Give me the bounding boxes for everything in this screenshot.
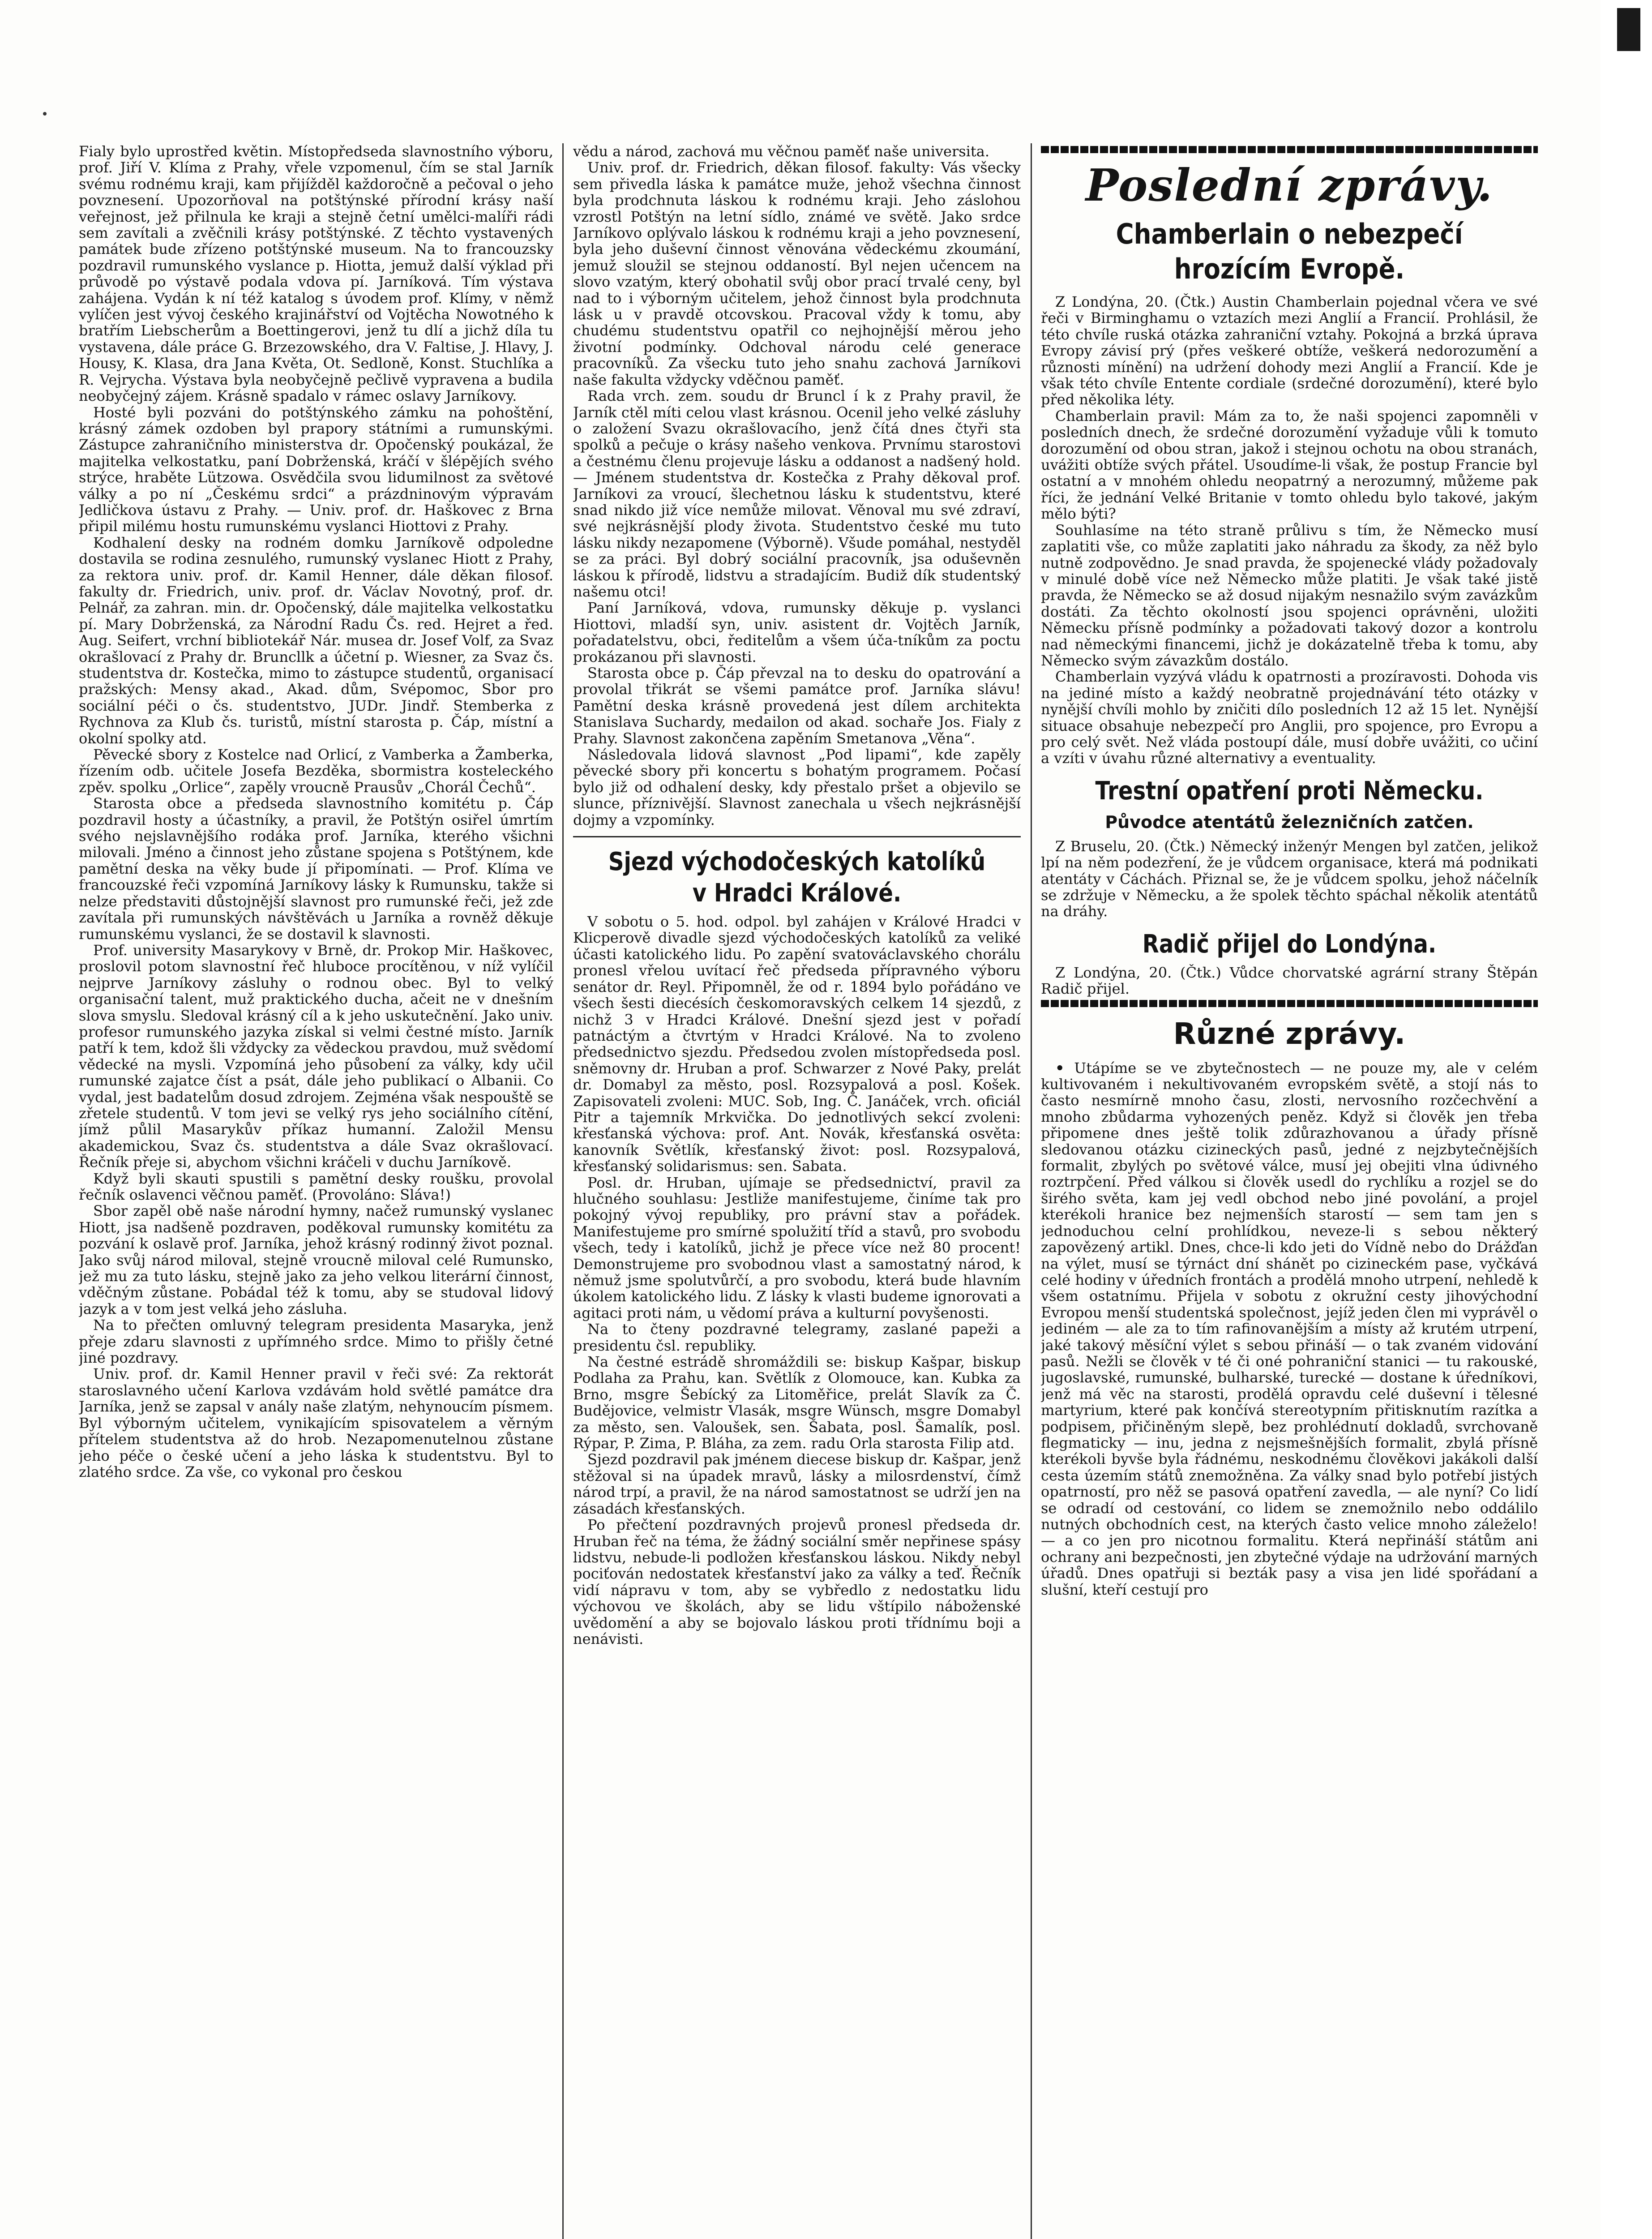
paragraph: Na čestné estrádě shromáždili se: biskup Kašpar, biskup Podlaha za Prahu, kan. Světlík z Olomouce, kan. Kubka za Brno, msgre Šebícký za Litoměřice, prelát Slavík za Č. Budějovice, velmistr Vlasák, msgre Wünsch, msgre Domabyl za město, sen. Valoušek, sen. Šabata, posl. Šamalík, posl. Rýpar, P. Zima, P. Bláha, za zem. radu Orla starosta Filip atd.	[573, 1353, 1021, 1452]
paragraph: Univ. prof. dr. Friedrich, děkan filosof. fakulty: Vás všecky sem přivedla láska k památce muže, jehož všechna činnost byla prodchnuta láskou k rodnému kraji. Jeho záslohou vzrostl Potštýn na letní sídlo, známé ve světě. Jako srdce Jarníkovo oplývalo láskou k rodnému kraji a jeho povznesení, byla jeho duševní činnost věnována vědeckému zkoumání, jemuž sloužil se stejnou oddaností. Byl nejen učencem na slovo vzatým, který obohatil svůj obor prací trvalé ceny, byl nad to i výborným učitelem, jehož činnost byla prodchnuta lásk u v pravdě otcovskou. Pracoval vždy k tomu, aby chudému studentstvu opatřil co nejhojnější měrou jeho životní podmínky. Odchoval národu celé generace pracovníků. Za všecku tuto jeho snahu zachová Jarníkovi naše fakulta vždycky vděčnou paměť.	[573, 159, 1021, 388]
paragraph: Sbor zapěl obě naše národní hymny, načež rumunský vyslanec Hiott, jsa nadšeně pozdraven, poděkoval rumunsky komitétu za pozvání k oslavě prof. Jarníka, jehož krásný rodinný život poznal. Jako svůj národ miloval, stejně vroucně miloval celé Rumunsko, jež mu za tuto lásku, stejně jako za jeho velkou literární činnost, vděčným zůstane. Pobádal též k tomu, aby se studoval lidový jazyk a v tom jest velká jeho zásluha.	[79, 1202, 553, 1317]
headline-radic: Radič přijel do Londýna.	[1142, 929, 1437, 959]
page-margin	[1601, 0, 1652, 2239]
paragraph: Hosté byli pozváni do potštýnského zámku na pohoštění, krásný zámek ozdoben byl prapory státními a rumunskými. Zástupce zahraničního ministerstva dr. Opočenský poukázal, že majitelka velkostatku, paní Dobrženská, kráčí v šlépějích svého strýce, hraběte Lützowa. Osvědčila svou lidumilnost za světové války a po ní „Českému srdci“ a prázdninovým výpravám Jedličkova ústavu z Prahy. — Univ. prof. dr. Haškovec z Brna připil milému hostu rumunskému vyslanci Hiottovi z Prahy.	[79, 403, 553, 535]
paragraph: Po přečtení pozdravných projevů pronesl předseda dr. Hruban řeč na téma, že žádný sociální směr nepřinese spásy lidstvu, nebude-li podložen křesťanskou láskou. Nikdy nebyl pociťován nedostatek křesťanství jako za války a teď. Řečník vidí nápravu v tom, aby se vybředlo z nedostatku lidu výchovou ve školách, aby se lidu vštípilo náboženské uvědomění a aby se bojovalo láskou proti třídnímu boji a nenávisti.	[573, 1516, 1021, 1647]
paragraph: V sobotu o 5. hod. odpol. byl zahájen v Králové Hradci v Klicperově divadle sjezd východočeských katolíků za veliké účasti katolického lidu. Po zapění svatováclavského chorálu pronesl vřelou uvítací řeč předseda přípravného výboru senátor dr. Reyl. Připomněl, že od r. 1894 bylo pořádáno ve všech šesti diecésích českomoravských celkem 14 sjezdů, z nichž 3 v Hradci Králové. Dnešní sjezd jest v pořadí patnáctým a čtvrtým v Hradci Králové. Na to zvoleno předsednictvo sjezdu. Předsedou zvolen místopředseda posl. sněmovny dr. Hruban a prof. Schwarzer z Nové Paky, prelát dr. Domabyl za město, posl. Rozsypalová a posl. Košek. Zapisovateli zvoleni: MUC. Sob, Ing. Č. Janáček, vrch. oficiál Pitr a tajemník Mrkvička. Do jednotlivých sekcí zvoleni: křesťanská výchova: prof. Ant. Novák, křesťanská osvěta: kanovník Světlík, křesťanský život: posl. Rozsypalová, křesťanský solidarismus: sen. Sabata.	[573, 913, 1021, 1175]
paragraph: Starosta obce a předseda slavnostního komitétu p. Čáp pozdravil hosty a účastníky, a pravil, že Potštýn osiřel úmrtím svého nejslavnějšího rodáka prof. Jarníka, kterého všichni milovali. Jméno a činnost jeho zůstane spojena s Potštýnem, kde pamětní deska na věky bude jí připomínati. — Prof. Klíma ve francouzské řeči vzpomíná Jarníkovy lásky k Rumunsku, takže si nelze představiti důstojnější slavnost pro rumunské řeči, jež zde zavítala při rumunských návštěvách u Jarníka a rovněž děkuje rumunskému vyslanci, že se dostavil k slavnosti.	[79, 795, 553, 943]
paragraph: Pěvecké sbory z Kostelce nad Orlicí, z Vamberka a Žamberka, řízením odb. učitele Josefa Bezděka, sbormistra kosteleckého zpěv. spolku „Orlice“, zapěly vroucně Prausův „Chorál Čechů“.	[79, 746, 553, 796]
scan-corner-mark	[1617, 8, 1640, 51]
column-rule-2	[1031, 143, 1032, 2239]
section-rule	[1041, 1000, 1538, 1007]
paragraph: Chamberlain vyzývá vládu k opatrnosti a prozíravosti. Dohoda vis na jediné místo a každý neobratně projednávání této otázky v nynější chvíli mohlo by zničiti dílo posledních 12 až 15 let. Nynější situace obsahuje nebezpečí pro Anglii, pro spojence, pro Evropu a pro celý svět. Než vláda postoupí dále, musí dobře uvážiti, co učiní a vzíti v úvahu různé alternativy a eventuality.	[1041, 668, 1538, 767]
paragraph: Univ. prof. dr. Kamil Henner pravil v řeči své: Za rektorát staroslavného učení Karlova vzdávám hold světlé památce dra Jarníka, jenž se zapsal v anály naše zlatým, nehynoucím písmem. Byl výborným učitelem, vynikajícím spisovatelem a věrným přítelem studentstva až do hrob. Nezapomenutelnou zůstane jeho péče o české učení a jeho láska k studentstvu. Byl to zlatého srdce. Za vše, co vykonal pro českou	[79, 1365, 553, 1480]
paragraph: Starosta obce p. Čáp převzal na to desku do opatrování a provolal třikrát se všemi památce prof. Jarníka slávu! Pamětní deska krásně provedená jest dílem architekta Stanislava Suchardy, medailon od akad. sochaře Jos. Fialy z Prahy. Slavnost zakončena zapěním Smetanova „Věna“.	[573, 665, 1021, 747]
headline-trestni: Trestní opatření proti Německu.	[1095, 776, 1484, 806]
paragraph: • Utápíme se ve zbytečnostech — ne pouze my, ale v celém kultivovaném i nekultivovaném evropském světě, a stojí nás to často nesmírně mnoho času, zlosti, nervosního rozčechvění a mnoho zbůdarma vyhozených peněz. Když si člověk jen třeba připomene dnes ještě tolik zdůrazhovanou a úřady přísně sledovanou otázku cizineckých pasů, jedné z nejzbytečnějších formalit, zbylých po světové válce, musí jej obejiti vlna údivného roztrpčení. Před válkou si člověk usedl do rychlíku a rozjel se do širého světa, kam jej vedl obchod nebo jiné povolání, a projel kterékoli hranice bez nejmenších starostí — sem tam jen s jednoduchou celní prohlídkou, neveze-li s sebou některý zapovězený artikl. Dnes, chce-li kdo jeti do Vídně nebo do Drážďan na výlet, musí se týrnáct dní shánět po cizineckém pase, vyčkává celé hodiny v úředních frontách a prodělá mnoho utrpení, nehledě k všem ostatnímu. Přijela v sobotu z okružní cesty jihovýchodní Evropou menší studentská společnost, jejíž jeden člen mi vyprávěl o jediném — ale za to tím rafinovanějším a místy až krutém utrpení, jaké takový měsíční výlet s sebou přináší — o tak zvaném vidování pasů. Nežli se člověk v té či oné pohraniční stanici — tu rakouské, jugoslavské, rumunské, bulharské, turecké — dostane k úředníkovi, jenž má věc na starosti, prodělá opravdu celé duševní i tělesné martyrium, které pak končívá stereotypním přitisknutím razítka a podpisem, přičiněným slepě, bez prohlédnutí dokladů, svrchovaně flegmaticky — inu, jedna z nejsmešnějších formalit, zbylá přísně kterékoli byvše byla řádnému, neskodnému člověkovi jakákoli další cesta územím států znemožněna. Za války snad bylo potřebí jistých opatrností, pro něž se pasová opatření zavedla, — ale nyní? Co lidí se odradí od cestování, co lidem se znemožnilo nebo oddálilo nutných obchodních cest, na kterých často velice mnoho záleželo! — a co jen pro nicotnou formalitu. Která nepřináší státům ani ochrany ani bezpečnosti, jen zbytečné výdaje na udržování marných úřadů. Dnes opatřuji si bezták pasy a visa jen lidé spořádaní a slušní, kteří cestují pro	[1041, 1060, 1538, 1598]
paragraph: Chamberlain pravil: Mám za to, že naši spojenci zapomněli v posledních dnech, že srdečné dorozumění vyžaduje vůli k tomuto dorozumění od obou stran, jakož i stejnou ochotu na obou stranách, uvážiti obtíže svých přátel. Usoudíme-li však, že postup Francie byl ostatní a v mnohém ohledu neopatrný a nerozumný, můžeme pak říci, že jednání Velké Britanie v tomto ohledu bylo takové, jakým mělo býti?	[1041, 407, 1538, 523]
paragraph: Rada vrch. zem. soudu dr Bruncl í k z Prahy pravil, že Jarník ctěl míti celou vlast krásnou. Ocenil jeho velké zásluhy o založení Svazu okrašlovacího, jenž čítá dnes čtyři sta spolků a pečuje o krásy našeho venkova. Prvnímu starostovi a čestnému členu projevuje lásku a oddanost a nadšený hold. — Jménem studentstva dr. Kostečka z Prahy děkoval prof. Jarníkovi za vroucí, šlechetnou lásku k studentstvu, které snad nikdo již více nemůže milovat. Věnoval mu své zdraví, své nejkrásnější plody života. Studentstvo české mu tuto lásku nikdy nezapomene (Výborně). Všude pomáhal, nestyděl se za práci. Byl dobrý sociální pracovník, jsa oduševněn láskou k přírodě, lidstvu a stradajícím. Budiž dík studentský našemu otci!	[573, 387, 1021, 600]
masthead-rule	[1041, 146, 1538, 153]
headline-chamberlain: Chamberlain o nebezpečí hrozícím Evropě.	[1116, 218, 1463, 285]
paragraph: Souhlasíme na této straně průlivu s tím, že Německo musí zaplatiti vše, co může zaplatiti jako náhradu za škody, za něž bylo nutně zodpovědno. Je snad pravda, že spojenecké vlády požadovaly v minulé době více než Německo může platiti. Je však také jistě pravda, že Německo se až dosud nijakým nesnažilo svým zavázkům dostáti. Za těchto okolností jsou spojenci oprávněni, uložiti Německu přísně podmínky a požadovati takový dozor a kontrolu nad německými financemi, jichž je dokázatelně třeba k tomu, aby Německo svým závazkům dostálo.	[1041, 521, 1538, 669]
paragraph: Z Londýna, 20. (Čtk.) Vůdce chorvatské agrární strany Štěpán Radič přijel.	[1041, 964, 1538, 998]
paragraph: Fialy bylo uprostřed květin. Místopředseda slavnostního výboru, prof. Jiří V. Klíma z Prahy, vřele vzpomenul, čím se stal Jarník svému rodnému kraji, kam přijížděl každoročně a pečoval o jeho povznesení. Upozorňoval na potštýnské přírodní krásy naší veřejnost, jež přilnula ke kraji a stejně četní umělci-malíři rádi sem zavítali a zvěčnili krásy potštýnské. Z těchto vystavených památek bude zřízeno potštýnské museum. Na to francouzsky pozdravil rumunského vyslance p. Hiotta, jemuž další výklad při průvodě po výstavě podala vdova pí. Jarníková. Tím výstava zahájena. Vydán k ní též katalog s úvodem prof. Klímy, v němž vylíčen jest vývoj českého krajinářství od Vojtěcha Nowotného k bratřím Liebscherům a Boettingerovi, jenž tu dlí a jichž díla tu vystavena, dále práce G. Brzezowského, dra V. Faltise, J. Hlavy, J. Housy, K. Klasa, dra Jana Květa, Ot. Sedloně, Konst. Stuchlíka a R. Vejrycha. Výstava byla neobyčejně pečlivě vypravena a budila neobyčejný zájem. Krásně spadalo v rámec oslavy Jarníkovy.	[79, 143, 553, 405]
paragraph: Z Londýna, 20. (Čtk.) Austin Chamberlain pojednal včera ve své řeči v Birminghamu o vztazích mezi Anglií a Francií. Prohlásil, že této chvíle ruská otázka zahraniční vztahy. Pokojná a brzká úprava Evropy závisí prý (přes veškeré obtíže, veškerá nedorozumění a různosti mínění) na udržení dohody mezi Anglií a Francií. Kde je však této chvíle Entente cordiale (srdečné dorozumění), které bylo před několika léty.	[1041, 293, 1538, 408]
column-rule-1	[562, 143, 564, 2239]
column-left	[79, 143, 553, 2239]
paragraph: Když byli skauti spustili s pamětní desky roušku, provolal řečník oslavenci věčnou paměť. (Provoláno: Sláva!)	[79, 1170, 553, 1203]
paragraph: Kodhalení desky na rodném domku Jarníkově odpoledne dostavila se rodina zesnulého, rumunský vyslanec Hiott z Prahy, za rektora univ. prof. dr. Kamil Henner, dále děkan filosof. fakulty dr. Friedrich, univ. prof. dr. Václav Novotný, prof. dr. Pelnář, za zahran. min. dr. Opočenský, dále majitelka velkostatku pí. Mary Dobrženská, za Národní Radu Čs. red. Hejret a řed. Aug. Seifert, vrchní bibliotekář Nár. musea dr. Josef Volf, za Svaz okrašlovací z Prahy dr. Bruncllk a účetní p. Wiesner, za Svaz čs. studentstva dr. Kostečka, mimo to zástupce studentů, organisací pražských: Mensy akad., Akad. dům, Svépomoc, Sbor pro sociální péči o čs. studentstvo, JUDr. Jindř. Stemberka z Rychnova za Klub čs. turistů, místní starosta p. Čáp, místní a okolní spolky atd.	[79, 534, 553, 747]
paragraph: Následovala lidová slavnost „Pod lipami“, kde zapěly pěvecké sbory při koncertu s bohatým programem. Počasí bylo již od odhalení desky, kdy přestalo pršet a objevilo se slunce, příznivější. Slavnost zanechala u všech nejkrásnější dojmy a vzpomínky.	[573, 746, 1021, 828]
paragraph: Posl. dr. Hruban, ujímaje se předsednictví, pravil za hlučného souhlasu: Jestliže manifestujeme, činíme tak pro pokojný vývoj republiky, pro právní stav a pořádek. Manifestujeme pro smírné spolužití tříd a stavů, pro svobodu všech, tedy i katolíků, jichž je přece více než 80 procent! Demonstrujeme pro svobodnou vlast a samostatný národ, k němuž jsme spolutvůrčí, a pro svobodu, která bude hlavním úkolem katolického lidu. Z lásky k vlasti budeme ignorovati a agitaci proti nám, u vědomí práva a kulturní povyšenosti.	[573, 1174, 1021, 1321]
section-masthead: Poslední zprávy.	[1085, 160, 1494, 211]
headline-ruzne: Různé zprávy.	[1173, 1016, 1406, 1051]
column-middle	[573, 143, 1021, 2239]
section-divider	[573, 836, 1021, 837]
paragraph: Sjezd pozdravil pak jménem diecese biskup dr. Kašpar, jenž stěžoval si na úpadek mravů, lásky a milosrdenství, čímž národ trpí, a pravil, že na národ samostatnost se udrží jen na zásadách křesťanských.	[573, 1451, 1021, 1517]
paragraph: Na to čteny pozdravné telegramy, zaslané papeži a presidentu čsl. republiky.	[573, 1321, 1021, 1354]
scan-speck	[43, 112, 47, 116]
headline-sjezd: Sjezd východočeských katolíků v Hradci Králové.	[608, 847, 986, 908]
paragraph: Paní Jarníková, vdova, rumunsky děkuje p. vyslanci Hiottovi, mladší syn, univ. asistent dr. Vojtěch Jarník, pořadatelstvu, obci, ředitelům a všem úča-tníkům za poctu prokázanou při slavnosti.	[573, 599, 1021, 665]
paragraph: vědu a národ, zachová mu věčnou paměť naše universita.	[573, 143, 990, 160]
column-right	[1041, 143, 1538, 2239]
subheadline-trestni: Původce atentátů železničních zatčen.	[1105, 812, 1474, 832]
paragraph: Prof. university Masarykovy v Brně, dr. Prokop Mir. Haškovec, proslovil potom slavnostní řeč hluboce procítěnou, v níž vylíčil nejprve Jarníkovy zásluhy o rodnou obec. Byl to velký organisační talent, muž praktického ducha, ačeit ne v dnešním slova smyslu. Sledoval krásný cíl a k jeho uskutečnění. Jako univ. profesor rumunského jazyka získal si velmi čestné místo. Jarník patří k tem, kdož šli vždycky za vědeckou pravdou, muž svědomí vědecké na mysli. Vzpomíná jeho působení za války, kdy učil rumunské zajatce číst a psát, dále jeho publikací o Albanii. Co vydal, jest badatelům dosud zdrojem. Zejména však nespouště se zřetele studentů. V tom jevi se velký rys jeho sociálního cítění, jímž půlil Masarykův příkaz humanní. Založil Mensu akademickou, Svaz čs. studentstva a dále Svaz okrašlovací. Řečník přeje si, abychom všichni kráčeli v duchu Jarníkově.	[79, 941, 553, 1171]
paragraph: Na to přečten omluvný telegram presidenta Masaryka, jenž přeje zdaru slavnosti z upřímného srdce. Mimo to přišly četné jiné pozdravy.	[79, 1317, 553, 1367]
paragraph: Z Bruselu, 20. (Čtk.) Německý inženýr Mengen byl zatčen, jelikož lpí na něm podezření, že je vůdcem organisace, která má podnikati atentáty v Cáchách. Přiznal se, že je vůdcem spolku, jehož náčelník se zdržuje v Německu, a že spolek těchto spáchal několik atentátů na dráhy.	[1041, 837, 1538, 920]
